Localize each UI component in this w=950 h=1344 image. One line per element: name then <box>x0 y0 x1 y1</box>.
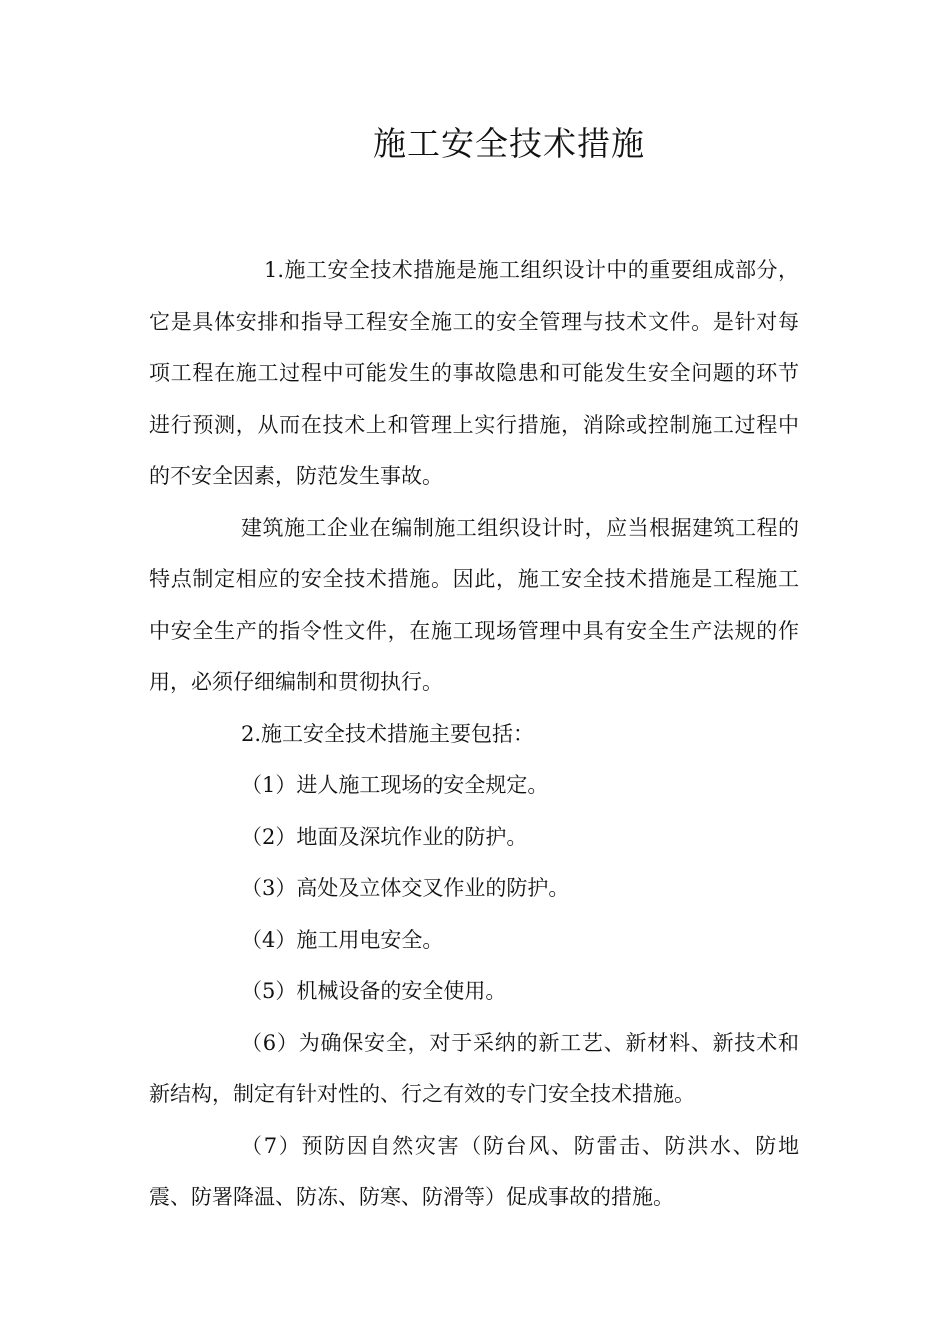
document-title: 施工安全技术措施 <box>373 124 645 163</box>
list-item: （7）预防因自然灾害（防台风、防雷击、防洪水、防地震、防署降温、防冻、防寒、防滑等）促成事故的措施。 <box>149 1133 799 1209</box>
list-item: （1）进人施工现场的安全规定。 <box>241 773 549 797</box>
list-item: （6）为确保安全，对于采纳的新工艺、新材料、新技术和新结构，制定有针对性的、行之有效的专门安全技术措施。 <box>149 1030 799 1106</box>
paragraph-compilation: 建筑施工企业在编制施工组织设计时，应当根据建筑工程的特点制定相应的安全技术措施。因此，施工安全技术措施是工程施工中安全生产的指令性文件，在施工现场管理中具有安全生产法规的作用，必须仔细编制和贯彻执行。 <box>149 515 799 694</box>
document-body <box>149 245 799 1224</box>
list-item: （5）机械设备的安全使用。 <box>241 979 507 1003</box>
paragraph-intro: 1.施工安全技术措施是施工组织设计中的重要组成部分，它是具体安排和指导工程安全施工的安全管理与技术文件。是针对每项工程在施工过程中可能发生的事故隐患和可能发生安全问题的环节进行预测，从而在技术上和管理上实行措施，消除或控制施工过程中的不安全因素，防范发生事故。 <box>149 258 799 488</box>
list-item: （4）施工用电安全。 <box>241 927 444 952</box>
list-item: （2）地面及深坑作业的防护。 <box>241 824 528 849</box>
paragraph-main-contents: 2.施工安全技术措施主要包括： <box>241 721 535 746</box>
list-item: （3）高处及立体交叉作业的防护。 <box>241 876 570 900</box>
